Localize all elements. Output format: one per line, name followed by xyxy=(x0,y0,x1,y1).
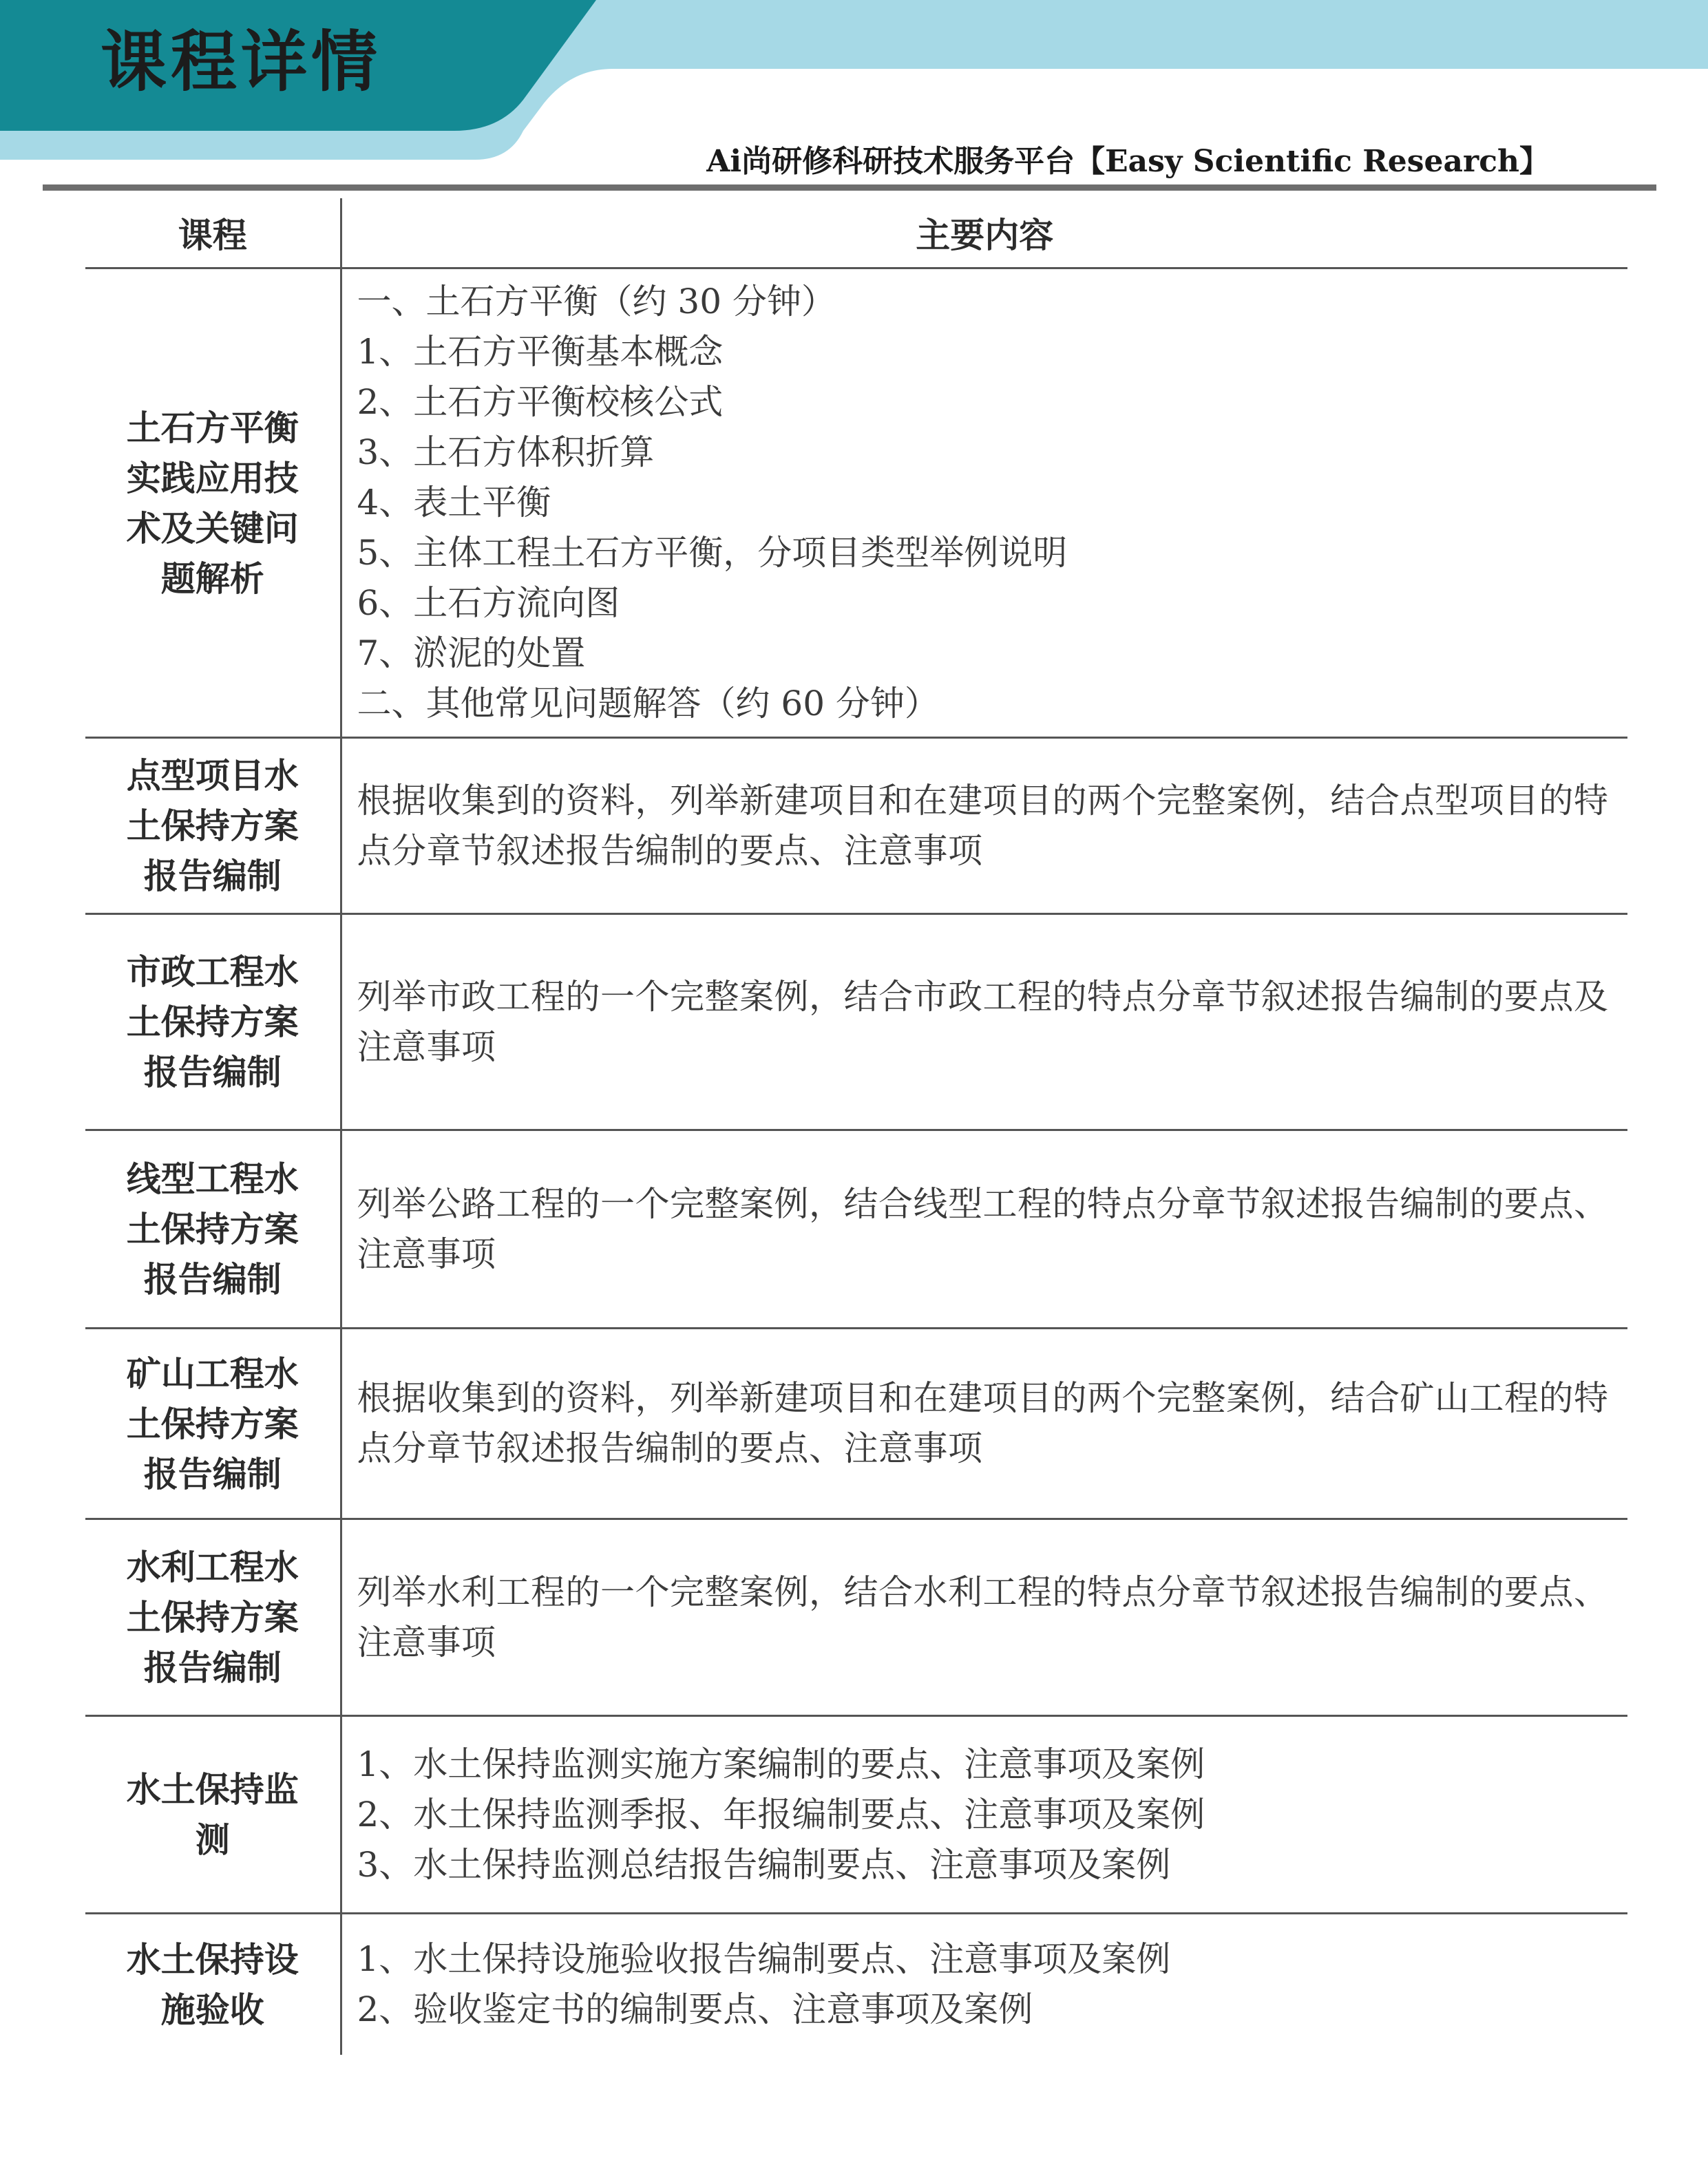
content-line: 6、土石方流向图 xyxy=(357,583,620,623)
content-line: 3、水土保持监测总结报告编制要点、注意事项及案例 xyxy=(357,1844,1171,1885)
course-name: 水利工程水土保持方案报告编制 xyxy=(126,1547,299,1688)
content-paragraph: 根据收集到的资料，列举新建项目和在建项目的两个完整案例，结合矿山工程的特点分章节叙述报告编制的要点、注意事项 xyxy=(357,1378,1609,1468)
course-cell xyxy=(85,914,341,1130)
content-line: 一、土石方平衡（约 30 分钟） xyxy=(357,282,836,321)
header-divider xyxy=(43,184,1656,191)
course-cell xyxy=(85,738,341,914)
content-line: 3、土石方体积折算 xyxy=(357,432,655,472)
table-row xyxy=(85,1329,1627,1519)
content-paragraph: 列举市政工程的一个完整案例，结合市政工程的特点分章节叙述报告编制的要点及注意事项 xyxy=(357,976,1609,1067)
content-cell xyxy=(341,268,1627,738)
content-cell xyxy=(341,1329,1627,1519)
course-name: 矿山工程水土保持方案报告编制 xyxy=(126,1353,299,1494)
course-cell xyxy=(85,1329,341,1519)
content-paragraph: 列举公路工程的一个完整案例，结合线型工程的特点分章节叙述报告编制的要点、注意事项 xyxy=(357,1183,1609,1274)
course-name: 水土保持设施验收 xyxy=(126,1938,299,2030)
content-cell xyxy=(341,1716,1627,1914)
content-line: 2、水土保持监测季报、年报编制要点、注意事项及案例 xyxy=(357,1794,1205,1835)
content-paragraph: 列举水利工程的一个完整案例，结合水利工程的特点分章节叙述报告编制的要点、注意事项 xyxy=(357,1572,1609,1662)
course-table xyxy=(85,198,1627,2055)
content-cell xyxy=(341,1130,1627,1329)
table-row xyxy=(85,1716,1627,1914)
course-name: 线型工程水土保持方案报告编制 xyxy=(126,1159,299,1300)
course-cell xyxy=(85,1519,341,1716)
table-row xyxy=(85,738,1627,914)
content-cell xyxy=(341,738,1627,914)
content-paragraph: 根据收集到的资料，列举新建项目和在建项目的两个完整案例，结合点型项目的特点分章节叙述报告编制的要点、注意事项 xyxy=(357,780,1609,871)
content-line: 4、表土平衡 xyxy=(357,483,551,522)
table-row xyxy=(85,1130,1627,1329)
table-row xyxy=(85,1914,1627,2055)
content-line: 1、水土保持设施验收报告编制要点、注意事项及案例 xyxy=(357,1938,1171,1979)
course-cell xyxy=(85,1914,341,2055)
course-cell xyxy=(85,1716,341,1914)
content-line: 2、土石方平衡校核公式 xyxy=(357,382,724,422)
course-cell xyxy=(85,1130,341,1329)
table-row xyxy=(85,914,1627,1130)
course-name: 点型项目水土保持方案报告编制 xyxy=(126,755,299,896)
content-cell xyxy=(341,1519,1627,1716)
page-title: 课程详情 xyxy=(101,23,381,101)
column-header-course: 课程 xyxy=(85,198,341,268)
content-cell xyxy=(341,914,1627,1130)
content-line: 1、水土保持监测实施方案编制的要点、注意事项及案例 xyxy=(357,1744,1205,1784)
course-name: 水土保持监测 xyxy=(126,1769,299,1860)
course-name: 土石方平衡实践应用技术及关键问题解析 xyxy=(126,407,299,599)
column-header-content: 主要内容 xyxy=(341,198,1627,268)
table-header-row xyxy=(85,198,1627,268)
content-line: 2、验收鉴定书的编制要点、注意事项及案例 xyxy=(357,1989,1033,2029)
content-line: 二、其他常见问题解答（约 60 分钟） xyxy=(357,684,939,723)
platform-name: Ai尚研修科研技术服务平台【Easy Scientific Research】 xyxy=(706,144,1550,179)
content-line: 1、土石方平衡基本概念 xyxy=(357,332,724,372)
course-table-container xyxy=(85,198,1627,2055)
course-name: 市政工程水土保持方案报告编制 xyxy=(126,951,299,1092)
table-row xyxy=(85,268,1627,738)
course-cell xyxy=(85,268,341,738)
table-row xyxy=(85,1519,1627,1716)
content-line: 5、主体工程土石方平衡，分项目类型举例说明 xyxy=(357,533,1068,573)
content-cell xyxy=(341,1914,1627,2055)
content-line: 7、淤泥的处置 xyxy=(357,633,586,673)
